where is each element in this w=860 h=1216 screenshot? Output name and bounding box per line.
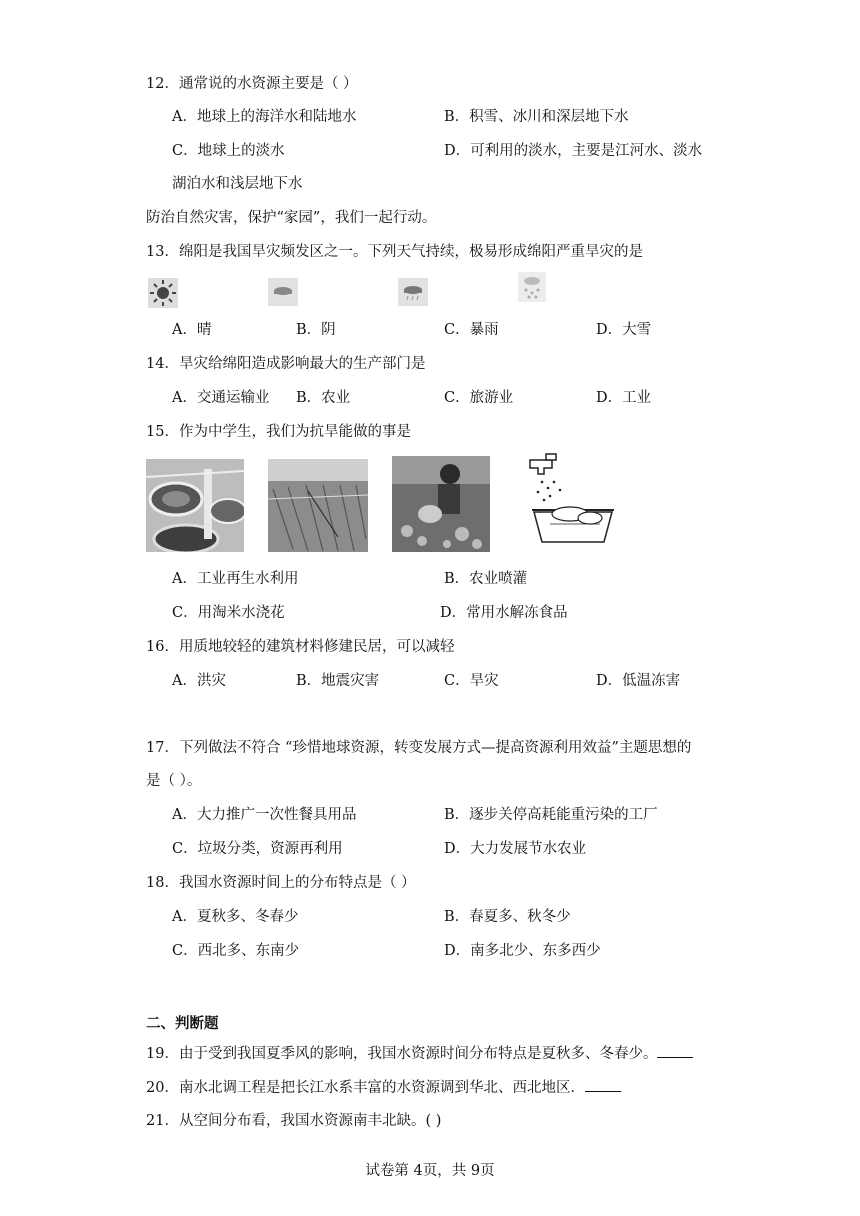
- q14-stem: 14．旱灾给绵阳造成影响最大的生产部门是: [146, 356, 426, 372]
- q16-option-b[interactable]: B．地震灾害: [296, 673, 380, 689]
- rainstorm-icon: [398, 278, 428, 306]
- q16-option-c[interactable]: C．旱灾: [444, 673, 499, 689]
- q17-stem-continued: 是（ ）。: [146, 773, 202, 789]
- cloudy-icon: [268, 278, 298, 306]
- q13-option-d[interactable]: D．大雪: [596, 322, 652, 338]
- q20-statement: [146, 1077, 621, 1098]
- q15-option-c[interactable]: C．用淘米水浇花: [172, 605, 285, 621]
- q13-option-b[interactable]: B．阴: [296, 322, 336, 338]
- q12-option-d[interactable]: D．可利用的淡水，主要是江河水、淡水: [444, 143, 703, 159]
- q16-option-d[interactable]: D．低温冻害: [596, 673, 681, 689]
- section-heading: 二、判断题: [146, 1015, 219, 1032]
- q13-stem: 13．绵阳是我国旱灾频发区之一。下列天气持续，极易形成绵阳严重旱灾的是: [146, 244, 643, 260]
- q19-statement: [146, 1043, 693, 1064]
- q18-option-a[interactable]: A．夏秋多、冬春少: [172, 909, 299, 925]
- q20-answer-blank[interactable]: [585, 1077, 621, 1092]
- q14-option-d[interactable]: D．工业: [596, 390, 652, 406]
- q17-option-d[interactable]: D．大力发展节水农业: [444, 841, 587, 857]
- q17-option-c[interactable]: C．垃圾分类，资源再利用: [172, 841, 343, 857]
- q19-answer-blank[interactable]: [657, 1043, 693, 1058]
- q15-stem: 15．作为中学生，我们为抗旱能做的事是: [146, 424, 411, 440]
- q14-option-c[interactable]: C．旅游业: [444, 390, 514, 406]
- q17-option-a[interactable]: A．大力推广一次性餐具用品: [172, 807, 357, 823]
- q20-text: 20．南水北调工程是把长江水系丰富的水资源调到华北、西北地区．: [146, 1080, 585, 1096]
- q12-option-a[interactable]: A．地球上的海洋水和陆地水: [172, 109, 357, 125]
- q12-option-b[interactable]: B．积雪、冰川和深层地下水: [444, 109, 629, 125]
- sunny-icon: [148, 278, 178, 308]
- q16-stem: 16．用质地较轻的建筑材料修建民居，可以减轻: [146, 639, 455, 655]
- water-treatment-photo: [146, 459, 244, 552]
- q17-option-b[interactable]: B．逐步关停高耗能重污染的工厂: [444, 807, 658, 823]
- q12-stem: 12．通常说的水资源主要是（ ）: [146, 76, 358, 92]
- q18-option-c[interactable]: C．西北多、东南少: [172, 943, 300, 959]
- q18-option-d[interactable]: D．南多北少、东多西少: [444, 943, 601, 959]
- q21-statement: 21．从空间分布看，我国水资源南丰北缺。( ): [146, 1113, 442, 1129]
- q15-option-d[interactable]: D．常用水解冻食品: [440, 605, 568, 621]
- q18-stem: 18．我国水资源时间上的分布特点是（ ）: [146, 875, 416, 891]
- q12-option-c[interactable]: C．地球上的淡水: [172, 143, 285, 159]
- page-footer: 试卷第 4页，共 9页: [365, 1163, 495, 1179]
- sprinkler-irrigation-photo: [268, 459, 368, 552]
- q13-option-c[interactable]: C．暴雨: [444, 322, 499, 338]
- q14-option-a[interactable]: A．交通运输业: [172, 390, 270, 406]
- q16-option-a[interactable]: A．洪灾: [172, 673, 226, 689]
- q15-option-b[interactable]: B．农业喷灌: [444, 571, 528, 587]
- q15-option-a[interactable]: A．工业再生水利用: [172, 571, 299, 587]
- heavy-snow-icon: [518, 272, 546, 302]
- q12-option-d-continued: 湖泊水和浅层地下水: [172, 176, 303, 192]
- q13-option-a[interactable]: A．晴: [172, 322, 212, 338]
- q18-option-b[interactable]: B．春夏多、秋冬少: [444, 909, 571, 925]
- q17-stem: 17．下列做法不符合 “珍惜地球资源，转变发展方式—提高资源利用效益”主题思想的: [146, 740, 692, 756]
- q14-option-b[interactable]: B．农业: [296, 390, 351, 406]
- thawing-food-drawing: [520, 452, 620, 548]
- section-intro: 防治自然灾害，保护“家园”，我们一起行动。: [146, 210, 437, 226]
- q19-text: 19．由于受到我国夏季风的影响，我国水资源时间分布特点是夏秋多、冬春少。: [146, 1046, 658, 1062]
- watering-flowers-photo: [392, 456, 490, 552]
